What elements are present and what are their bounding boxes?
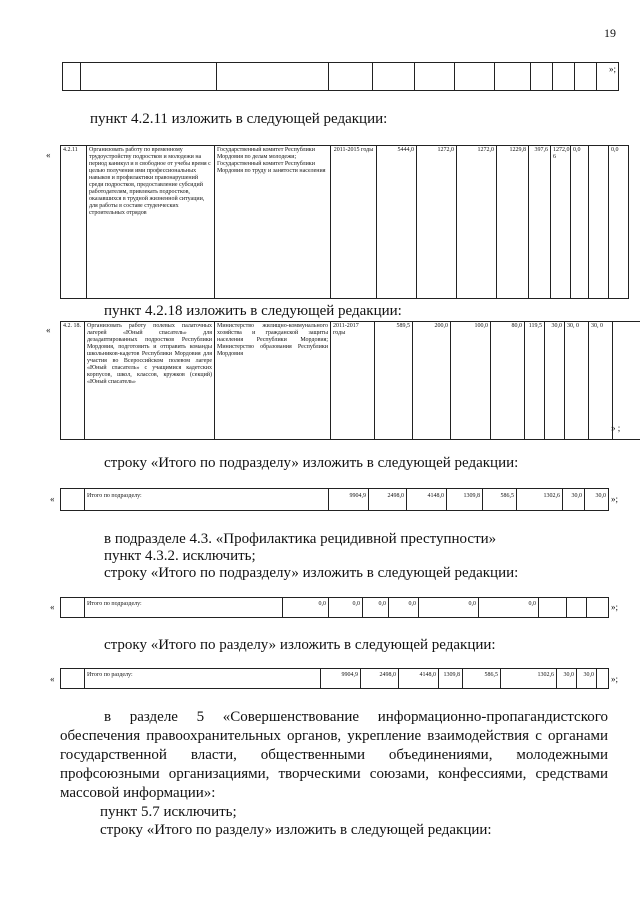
closing-quote: »; [609, 64, 617, 74]
value-cell: 30,0 [545, 322, 565, 440]
total-label: Итого по разделу: [85, 669, 321, 689]
value-cell [589, 146, 609, 299]
value-cell: 30,0 [563, 489, 585, 511]
section-5-paragraph [60, 708, 608, 803]
item-executor: Государственный комитет Республики Мордовия по делам молодежи; Государственный комитет Республики Мордовия по труду и занятости населения [215, 146, 331, 299]
value-cell: 0,0 [419, 598, 479, 618]
subsection-total-heading: строку «Итого по подразделу» изложить в следующей редакции: [104, 565, 519, 581]
item-executor: Министерство жилищно-коммунального хозяйства и гражданской защиты населения Республики Мордовия; Министерство образования Республики Мордовия [215, 322, 331, 440]
opening-quote: « [50, 674, 55, 684]
paragraph-line: обеспечения правоохранительных органов, укрепление взаимодействия с органами [60, 728, 608, 744]
value-cell: 589,5 [375, 322, 413, 440]
total-label: Итого по подразделу: [85, 598, 283, 618]
subsection-total-heading: строку «Итого по подразделу» изложить в следующей редакции: [104, 455, 519, 471]
value-cell: 30, 0 [565, 322, 589, 440]
value-cell: 2498,0 [361, 669, 399, 689]
value-cell: 397,6 [529, 146, 551, 299]
item-4-2-11-heading: пункт 4.2.11 изложить в следующей редакции: [90, 111, 388, 127]
paragraph-line: массовой информации»: [60, 785, 216, 801]
table-cell [61, 669, 85, 689]
paragraph-line: профсоюзными организациями, творческими союзами, конфессиями, средствами [60, 766, 608, 782]
value-cell: 1302,6 [501, 669, 557, 689]
subsection-total-table [60, 488, 609, 511]
table-cell [531, 63, 553, 91]
value-cell: 0,0 [571, 146, 589, 299]
value-cell: 119,5 [525, 322, 545, 440]
table-cell [61, 489, 85, 511]
value-cell: 2498,0 [369, 489, 407, 511]
section-total-table [60, 668, 609, 689]
value-cell: 0,0 [363, 598, 389, 618]
value-cell: 0,0 [283, 598, 329, 618]
value-cell: 9904,9 [321, 669, 361, 689]
item-description: Организовать работу полевых палаточных лагерей «Юный спасатель» для дезадаптированных подростков Республики Мордовия, подготовить и отправить команды школьников-кадетов Республики Мордовия для участия во Всероссийском полевом лагере «Юный спасатель» с учащимися кадетских корпусов, школ, классов, кружков (секций) «Юный спасатель» [85, 322, 215, 440]
table-cell [597, 669, 609, 689]
opening-quote: « [50, 602, 55, 612]
closing-quote: » ; [611, 423, 621, 433]
table-cell [81, 63, 217, 91]
table-cell [575, 63, 597, 91]
opening-quote: « [46, 150, 51, 160]
item-period: 2011-2015 годы [331, 146, 377, 299]
section-total-heading: строку «Итого по разделу» изложить в следующей редакции: [100, 822, 492, 838]
table-cell [539, 598, 567, 618]
value-cell: 80,0 [491, 322, 525, 440]
table-cell [495, 63, 531, 91]
table-cell [217, 63, 329, 91]
value-cell: 4148,0 [399, 669, 439, 689]
value-cell: 1272,0 6 [551, 146, 571, 299]
section-total-heading: строку «Итого по разделу» изложить в следующей редакции: [104, 637, 496, 653]
item-number: 4.2. 18. [61, 322, 85, 440]
value-cell: 1302,6 [517, 489, 563, 511]
item-description: Организовать работу по временному трудоустройству подростков и молодежи на период каникул и в свободное от учебы время с целью получения ими профессиональных навыков и профилактики правонарушений среди подростков, предоставление субсидий работодателям, привлекать подростков, оказавшихся в трудной жизненной ситуации, для работы в составе студенческих строительных отрядов [87, 146, 215, 299]
table-cell [553, 63, 575, 91]
continuation-table [62, 62, 619, 91]
value-cell: 0,0 [479, 598, 539, 618]
total-label: Итого по подразделу: [85, 489, 329, 511]
value-cell: 1229,8 [497, 146, 529, 299]
opening-quote: « [46, 325, 51, 335]
value-cell: 5444,0 [377, 146, 417, 299]
table-cell [415, 63, 455, 91]
value-cell: 30,0 [577, 669, 597, 689]
value-cell: 30,0 [557, 669, 577, 689]
closing-quote: »; [611, 674, 619, 684]
item-4-2-18-heading: пункт 4.2.18 изложить в следующей редакции: [104, 303, 402, 319]
table-cell [329, 63, 373, 91]
item-4-3-2-text: пункт 4.3.2. исключить; [104, 548, 256, 564]
table-cell [373, 63, 415, 91]
value-cell: 1272,0 [457, 146, 497, 299]
table-cell [567, 598, 587, 618]
closing-quote: »; [611, 494, 619, 504]
page-number: 19 [604, 26, 616, 40]
value-cell: 30, 0 [589, 322, 613, 440]
paragraph-line: в разделе 5 «Совершенствование информационно-пропагандистского [104, 709, 608, 725]
closing-quote: »; [611, 602, 619, 612]
table-cell [587, 598, 609, 618]
value-cell: 9904,9 [329, 489, 369, 511]
item-5-7-text: пункт 5.7 исключить; [100, 804, 237, 820]
paragraph-line: государственной власти, общественными объединениями, молодежными [60, 747, 608, 763]
value-cell: 0,0 [329, 598, 363, 618]
table-cell [61, 598, 85, 618]
opening-quote: « [50, 494, 55, 504]
subsection-4-3-total-table [60, 597, 609, 618]
table-cell [455, 63, 495, 91]
value-cell: 586,5 [483, 489, 517, 511]
value-cell: 30,0 [585, 489, 609, 511]
value-cell: 1309,8 [439, 669, 463, 689]
value-cell: 1272,0 [417, 146, 457, 299]
value-cell: 1309,8 [447, 489, 483, 511]
value-cell: 200,0 [413, 322, 451, 440]
value-cell: 4148,0 [407, 489, 447, 511]
table-cell [63, 63, 81, 91]
item-4-2-11-table [60, 145, 629, 299]
table-cell [613, 322, 640, 440]
value-cell: 0,0 [389, 598, 419, 618]
item-number: 4.2.11 [61, 146, 87, 299]
value-cell: 586,5 [463, 669, 501, 689]
value-cell: 0,0 [609, 146, 629, 299]
item-4-2-18-table [60, 321, 640, 440]
subsection-4-3-text: в подразделе 4.3. «Профилактика рецидивной преступности» [104, 531, 497, 547]
value-cell: 100,0 [451, 322, 491, 440]
item-period: 2011-2017 годы [331, 322, 375, 440]
